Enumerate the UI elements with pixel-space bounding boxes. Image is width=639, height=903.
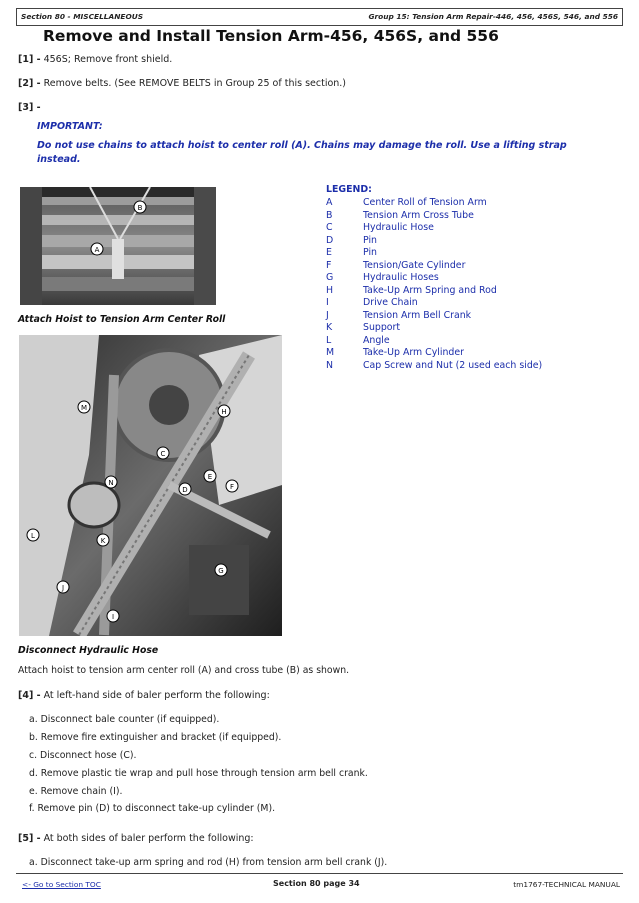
legend-item: C Hydraulic Hose xyxy=(326,222,434,233)
legend-title: LEGEND: xyxy=(326,184,372,195)
callout-b xyxy=(134,201,146,213)
step-text: Remove belts. (See REMOVE BELTS in Group 25 of this section.) xyxy=(43,78,347,89)
hydraulic-hose-photo xyxy=(19,335,282,636)
step-4-sub-a: a. Disconnect bale counter (if equipped). xyxy=(29,714,220,725)
step-4-sub-d: d. Remove plastic tie wrap and pull hose through tension arm bell crank. xyxy=(29,768,368,779)
callout-a-label: A xyxy=(94,246,100,254)
page-number: Section 80 page 34 xyxy=(273,879,360,888)
svg-text:M: M xyxy=(80,404,88,412)
legend-item: J Tension Arm Bell Crank xyxy=(326,309,472,321)
svg-text:K: K xyxy=(100,537,106,545)
step-4 xyxy=(18,690,270,701)
callout-c xyxy=(157,447,169,459)
step-number: [3] - xyxy=(18,102,41,113)
legend-item: E Pin xyxy=(326,247,377,258)
legend-item: A Center Roll of Tension Arm xyxy=(326,197,487,208)
step-4-sub-e: e. Remove chain (I). xyxy=(29,786,123,797)
svg-text:D: D xyxy=(182,486,188,494)
callout-l xyxy=(27,529,39,541)
important-heading: IMPORTANT: xyxy=(37,121,103,132)
step-number: [4] - xyxy=(18,690,41,701)
step-5-sub-a: a. Disconnect take-up arm spring and rod (H) from tension arm bell crank (J). xyxy=(29,857,388,868)
legend xyxy=(326,184,542,372)
step-number: [2] - xyxy=(18,78,41,89)
important-line-1: Do not use chains to attach hoist to center roll (A). Chains may damage the roll. Use a lifting strap xyxy=(37,140,567,151)
svg-text:N: N xyxy=(108,479,114,487)
legend-item: I Drive Chain xyxy=(326,297,418,308)
step-4-sub-c: c. Disconnect hose (C). xyxy=(29,750,137,761)
step-5 xyxy=(18,833,254,844)
page-footer xyxy=(16,873,623,889)
callout-m xyxy=(78,401,90,413)
page-title: Remove and Install Tension Arm-456, 456S, and 556 xyxy=(43,27,499,45)
callout-e xyxy=(204,470,216,482)
step-1 xyxy=(18,54,172,65)
figure-1-caption: Attach Hoist to Tension Arm Center Roll xyxy=(18,314,226,325)
step-text: At left-hand side of baler perform the following: xyxy=(43,690,270,701)
callout-d xyxy=(179,483,191,495)
svg-text:F: F xyxy=(229,483,235,491)
callout-a xyxy=(91,243,103,255)
step-text: At both sides of baler perform the following: xyxy=(43,833,254,844)
section-label: Section 80 - MISCELLANEOUS xyxy=(21,12,144,21)
legend-item: L Angle xyxy=(326,334,390,346)
svg-text:H: H xyxy=(221,408,227,416)
callout-f xyxy=(226,480,238,492)
svg-text:I: I xyxy=(111,613,115,621)
callout-j xyxy=(57,581,69,593)
svg-text:C: C xyxy=(160,450,166,458)
step-3 xyxy=(18,102,41,113)
step-number: [1] - xyxy=(18,54,41,65)
svg-text:L: L xyxy=(31,532,35,540)
group-label: Group 15: Tension Arm Repair-446, 456, 456S, 546, and 556 xyxy=(368,12,618,21)
svg-text:G: G xyxy=(218,567,224,575)
step-number: [5] - xyxy=(18,833,41,844)
page-header xyxy=(16,8,623,26)
callout-g xyxy=(215,564,227,576)
callout-k xyxy=(97,534,109,546)
legend-item: N Cap Screw and Nut (2 used each side) xyxy=(326,359,543,371)
legend-item: M Take-Up Arm Cylinder xyxy=(326,347,464,358)
legend-item: H Take-Up Arm Spring and Rod xyxy=(326,284,497,296)
important-line-2: instead. xyxy=(37,154,81,165)
callout-h xyxy=(218,405,230,417)
step-4-sub-f: f. Remove pin (D) to disconnect take-up cylinder (M). xyxy=(29,803,276,814)
svg-text:E: E xyxy=(207,473,213,481)
legend-item: K Support xyxy=(326,322,401,333)
step-4-sub-b: b. Remove fire extinguisher and bracket (if equipped). xyxy=(29,732,282,743)
legend-item: F Tension/Gate Cylinder xyxy=(326,259,466,271)
step-text: 456S; Remove front shield. xyxy=(43,54,173,65)
hoist-photo xyxy=(20,187,216,305)
figure-2-caption: Disconnect Hydraulic Hose xyxy=(18,645,159,656)
svg-text:J: J xyxy=(61,584,65,592)
attach-instruction: Attach hoist to tension arm center roll (A) and cross tube (B) as shown. xyxy=(18,665,350,676)
manual-id: tm1767-TECHNICAL MANUAL xyxy=(513,880,620,889)
callout-b-label: B xyxy=(137,204,143,212)
legend-item: G Hydraulic Hoses xyxy=(326,272,439,283)
callout-i xyxy=(107,610,119,622)
section-toc-link[interactable]: <- Go to Section TOC xyxy=(22,880,101,889)
step-2 xyxy=(18,78,346,89)
legend-item: D Pin xyxy=(326,234,377,246)
callout-n xyxy=(105,476,117,488)
legend-item: B Tension Arm Cross Tube xyxy=(326,209,474,221)
